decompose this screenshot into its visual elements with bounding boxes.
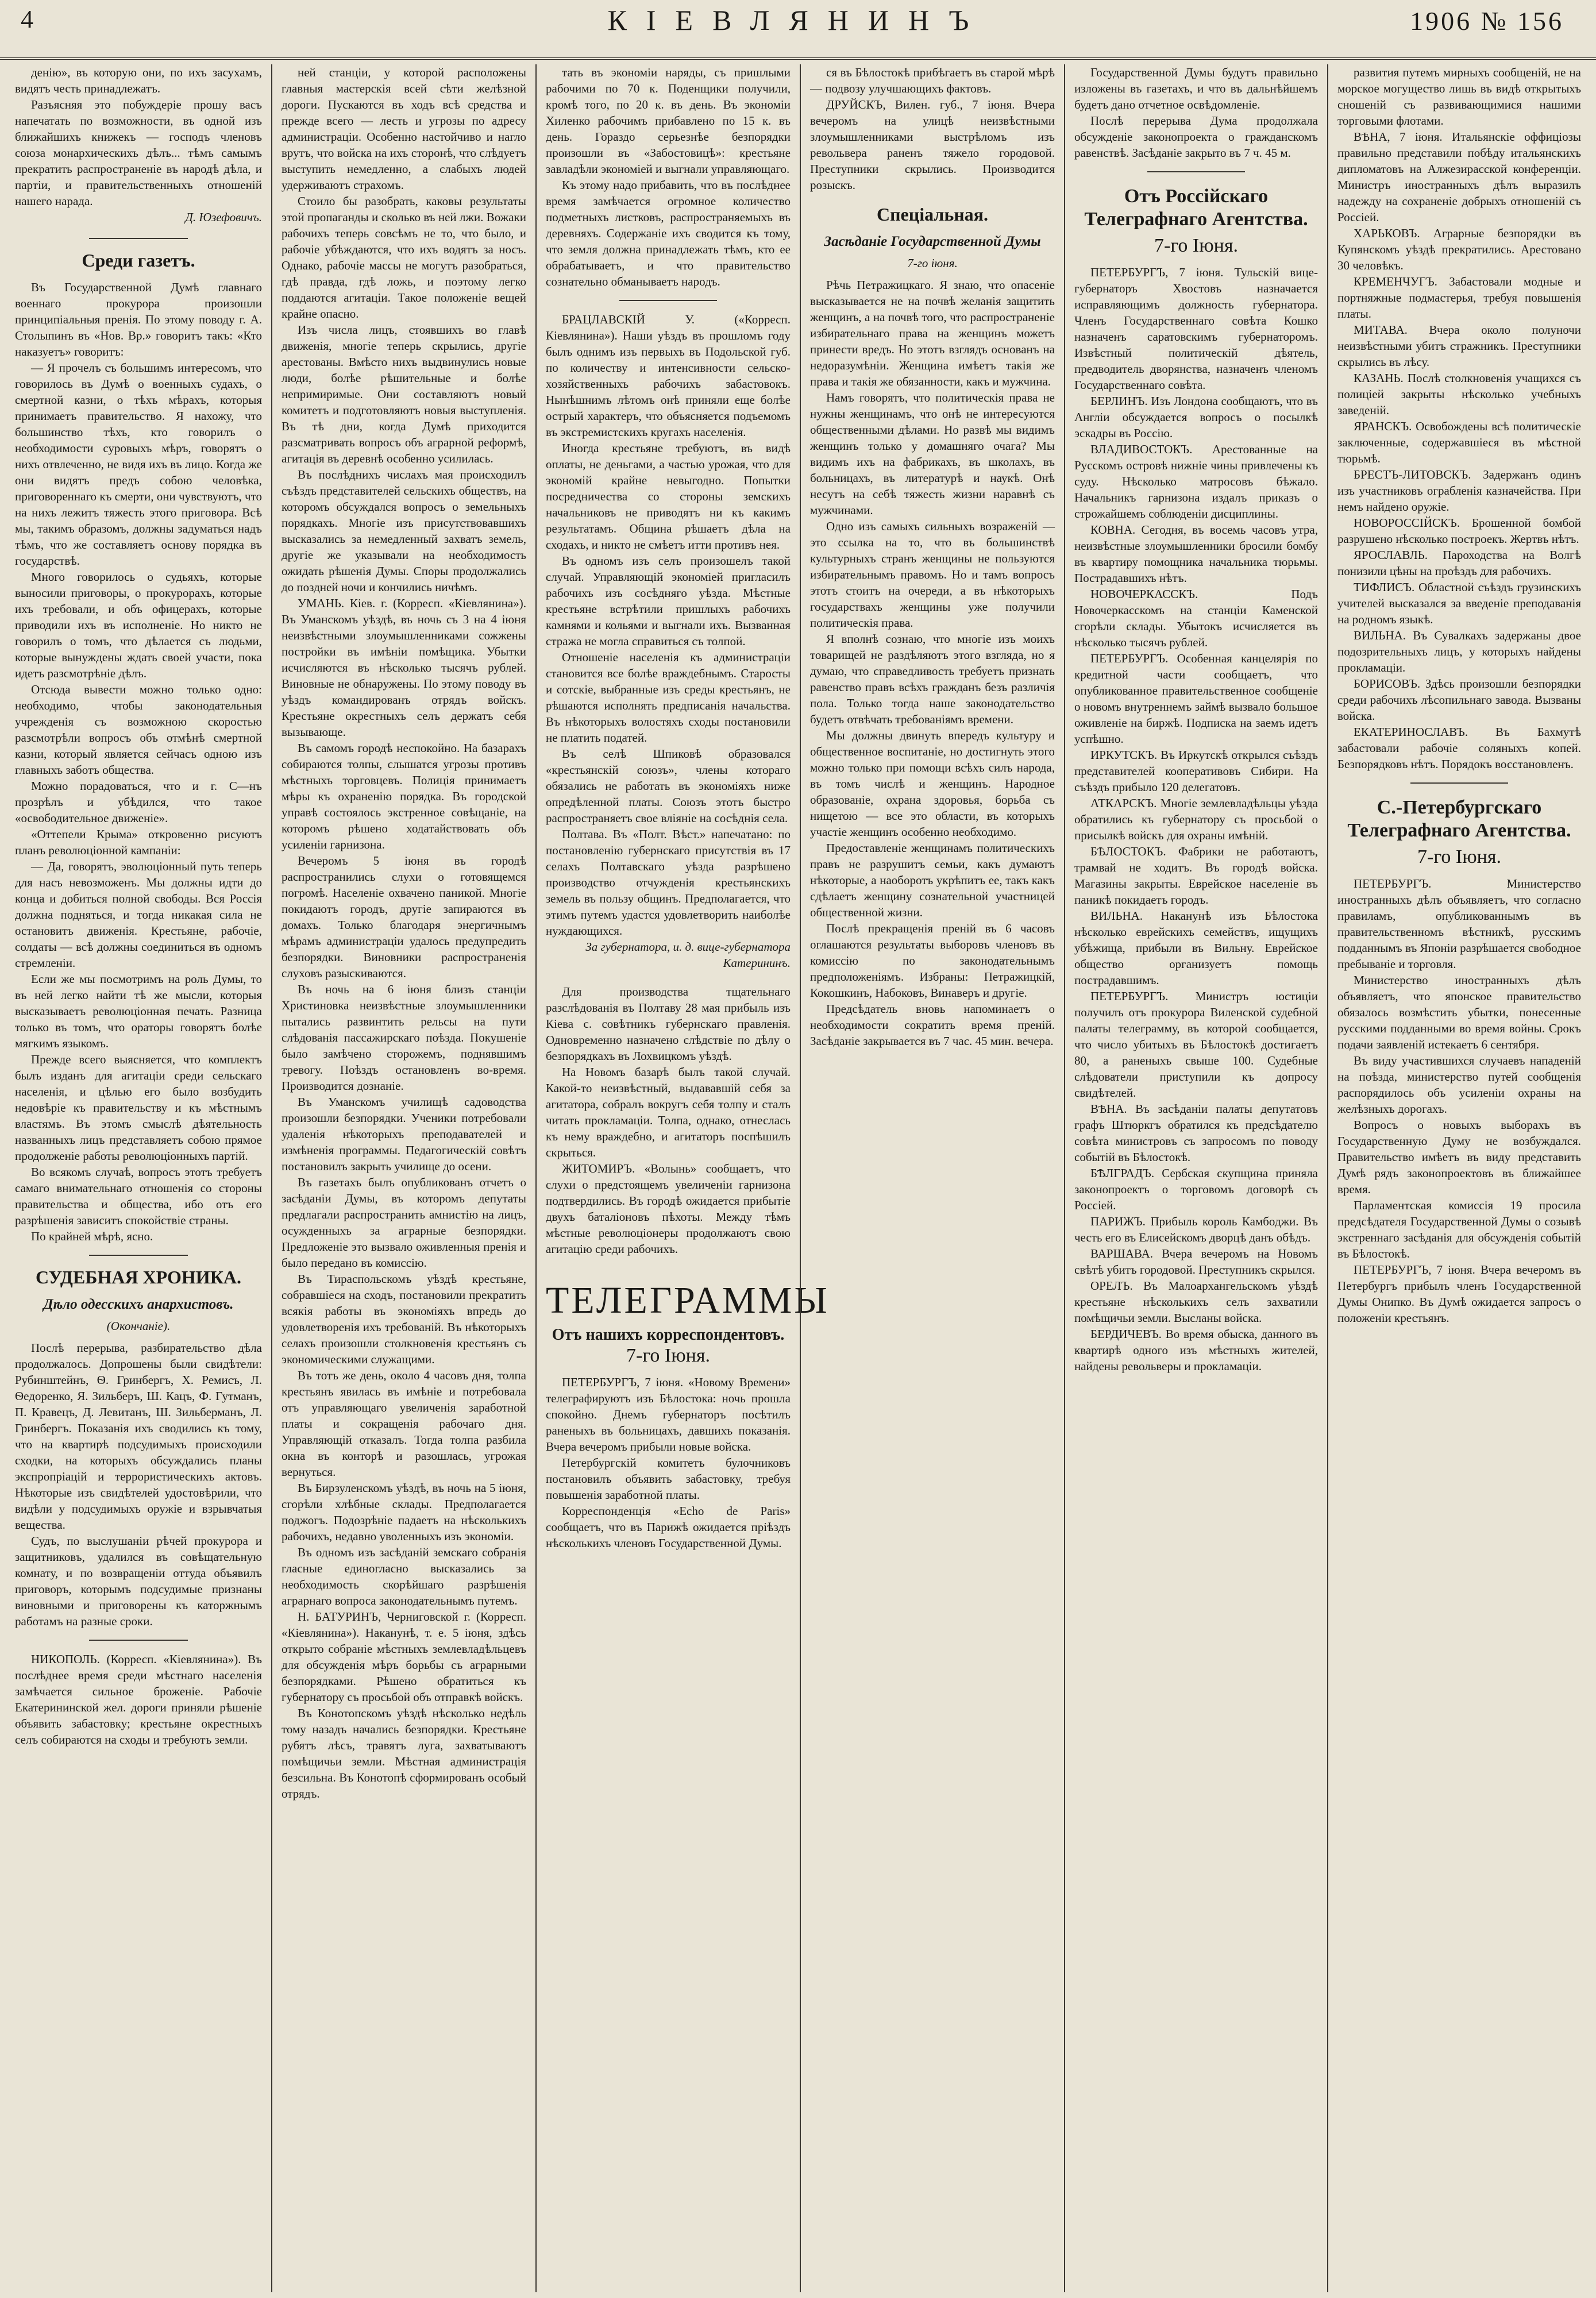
article-paragraph: Н. БАТУРИНЪ, Черниговской г. (Корресп. «Кіевлянина»). Наканунѣ, т. е. 5 іюня, здѣсь открыто собраніе мѣстныхъ землевладѣльцевъ для обсужденія мѣръ борьбы съ аграрными безпорядками. Рѣшено обратиться къ губернатору съ просьбой объ отправкѣ войскъ. [282,1610,526,1704]
section-subheading: Засѣданіе Государственной Думы [824,234,1041,249]
article-paragraph: По крайней мѣрѣ, ясно. [31,1229,153,1243]
article-paragraph: Въ послѣднихъ числахъ мая происходилъ съѣздъ представителей сельскихъ обществъ, на которомъ обсуждался вопросъ о земельныхъ порядкахъ. Многіе изъ присутствовавшихъ высказались за немедленный захватъ земель, другіе же указывали на необходимость ожидать рѣшенія Думы. Споры продолжались до поздней ночи и кончились ничѣмъ. [282,468,526,594]
article-paragraph: Предсѣдатель вновь напоминаетъ о необходимости сократить время преній. Засѣданіе закрывается въ 7 час. 45 мин. вечера. [810,1002,1055,1048]
article-paragraph: Въ Бирзуленскомъ уѣздѣ, въ ночь на 5 іюня, сгорѣли хлѣбные склады. Предполагается поджогъ. Подозрѣніе падаетъ на нѣсколькихъ рабочихъ, недавно уволенныхъ изъ экономіи. [282,1481,526,1543]
article-paragraph: Въ одномъ изъ селъ произошелъ такой случай. Управляющій экономіей пригласилъ рабочихъ изъ сосѣдняго уѣзда. Мѣстные крестьяне встрѣтили пришлыхъ рабочихъ камнями и кольями и выгнали ихъ. Вызванная стража не могла справиться съ толпой. [546,554,791,648]
article-paragraph: ВѢНА. Въ засѣданіи палаты депутатовъ графъ Штюркгъ обратился къ предсѣдателю совѣта министровъ съ запросомъ по поводу событій въ Бѣлостокѣ. [1074,1102,1318,1164]
article-paragraph: Судъ, по выслушаніи рѣчей прокурора и защитниковъ, удалился въ совѣщательную комнату, и по возвращеніи оттуда объявилъ приговоръ, которымъ подсудимые признаны виновными и приговорены къ каторжнымъ работамъ на разные сроки. [15,1534,262,1628]
article-paragraph: ВИЛЬНА. Наканунѣ изъ Бѣлостока нѣсколько еврейскихъ семействъ, ищущихъ убѣжища, прибыли въ Вильну. Еврейское общество организуетъ помощь пострадавшимъ. [1074,909,1318,987]
column-4 [800,64,1064,2292]
article-paragraph: НИКОПОЛЬ. (Корресп. «Кіевлянина»). Въ послѣднее время среди мѣстнаго населенія замѣчается сильное броженіе. Рабочіе Екатерининской жел. дороги приняли рѣшеніе объявить забастовку; крестьяне окрестныхъ селъ собираются на сходы и требуютъ земли. [15,1652,262,1746]
section-date: 7-го іюня. [907,256,958,270]
article-paragraph: НОВОРОССІЙСКЪ. Брошенной бомбой разрушено нѣсколько построекъ. Жертвъ нѣтъ. [1337,516,1581,546]
article-paragraph: Для производства тщательнаго разслѣдованія въ Полтаву 28 мая прибыль изъ Кіева с. совѣтникъ губернскаго правленія. Одновременно назначено слѣдствіе по дѣлу о безпорядкахъ въ Лохвицкомъ уѣздѣ. [546,985,791,1063]
article-paragraph: Вопросъ о новыхъ выборахъ въ Государственную Думу не возбуждался. Правительство имѣетъ въ виду представить Думѣ рядъ законопроектовъ въ ближайшее время. [1337,1118,1581,1196]
article-paragraph: ПЕТЕРБУРГЪ. Особенная канцелярія по кредитной части сообщаетъ, что опубликованное правительственное сообщеніе о новомъ внутреннемъ займѣ вызвало большое оживленіе на биржѣ. Подписка на заемъ идетъ успѣшно. [1074,651,1318,746]
article-paragraph: — Да, говорятъ, эволюціонный путь теперь для насъ невозможенъ. Мы должны идти до конца и добиться полной свободы. Вся Россія должна подняться, и тогда никакая сила не остановитъ движенія. Крестьяне, рабочіе, солдаты — всѣ должны соединиться въ одномъ стремленіи. [15,859,262,970]
article-paragraph: ВЛАДИВОСТОКЪ. Арестованные на Русскомъ островѣ нижніе чины привлечены къ суду. Нѣсколько матросовъ бѣжало. Начальникъ гарнизона издалъ приказъ о строжайшемъ соблюденіи дисциплины. [1074,442,1318,520]
article-paragraph: БРЕСТЪ-ЛИТОВСКЪ. Задержанъ одинъ изъ участниковъ ограбленія казначейства. При немъ найдено оружіе. [1337,468,1581,514]
section-subheading: Дѣло одесскихъ анархистовъ. [43,1297,234,1312]
article-paragraph: ЯРОСЛАВЛЬ. Пароходства на Волгѣ понизили цѣны на проѣздъ для рабочихъ. [1337,548,1581,578]
column-3 [535,64,830,2292]
article-paragraph: Въ виду участившихся случаевъ нападеній на поѣзда, министерство путей сообщенія распорядилось объ усиленіи охраны на желѣзныхъ дорогахъ. [1337,1054,1581,1116]
article-paragraph: Отсюда вывести можно только одно: необходимо, чтобы законодательныя учрежденія съ возможною скоростью разсмотрѣли вопросъ объ отмѣнѣ смертной казни, который является сейчасъ одною изъ главныхъ заботъ общества. [15,683,262,777]
article-paragraph: развития путемъ мирныхъ сообщеній, не на морское могущество лишь въ видѣ открытыхъ сношеній съ развивающимися нашими торговыми флотами. [1337,65,1581,128]
article-paragraph: Въ Уманскомъ училищѣ садоводства произошли безпорядки. Ученики потребовали удаленія нѣкоторыхъ преподавателей и измѣненія программы. Педагогическій совѣтъ постановилъ закрыть училище до осени. [282,1095,526,1173]
article-paragraph: ЕКАТЕРИНОСЛАВЪ. Въ Бахмутѣ забастовали рабочіе соляныхъ копей. Безпорядковъ нѣтъ. Порядокъ восстановленъ. [1337,725,1581,771]
newspaper-title: КІЕВЛЯНИНЪ [607,4,989,36]
article-paragraph: Прежде всего выясняется, что комплектъ былъ изданъ для агитаціи среди сельскаго населенія, и цѣлью его было возбудить недовѣріе къ правительству и къ мѣстнымъ властямъ. Въ этомъ смыслѣ дѣятельность названныхъ лицъ представляетъ собою прямое продолженіе работы революціонныхъ партій. [15,1052,262,1163]
article-paragraph: БЕРДИЧЕВЪ. Во время обыска, данного въ квартирѣ одного изъ мѣстныхъ жителей, найдены револьверы и прокламаціи. [1074,1327,1318,1373]
article-paragraph: МИТАВА. Вчера около полуночи неизвѣстными убитъ стражникъ. Преступники скрылись въ лѣсу. [1337,323,1581,369]
text-columns [6,64,1590,2292]
article-paragraph: Мы должны двинуть впередъ культуру и общественное воспитаніе, но достигнуть этого можно только при помощи всѣхъ силъ народа, въ томъ числѣ и женщинъ. Народное образованіе, охрана здоровья, борьба съ нищетою — все это области, въ которыхъ участіе женщинъ особенно необходимо. [810,728,1055,839]
agency-heading: С.-Петербургскаго Телеграфнаго Агентства. [1347,797,1571,841]
article-paragraph: БЕРЛИНЪ. Изъ Лондона сообщаютъ, что въ Англіи обсуждается вопросъ о посылкѣ эскадры въ Россію. [1074,394,1318,440]
article-paragraph: АТКАРСКЪ. Многіе землевладѣльцы уѣзда обратились къ губернатору съ просьбой о присылкѣ войскъ для охраны имѣній. [1074,796,1318,842]
article-paragraph: ВѢНА, 7 іюня. Итальянскіе оффиціозы правильно представили побѣду итальянскихъ дипломатовъ на Алжезирасской конференціи. Министръ иностранныхъ дѣлъ выразилъ надежду на сохраненіе добрыхъ отношеній съ Россіей. [1337,130,1581,224]
article-paragraph: Разъясняя это побуждеріе прошу васъ напечатать по возможности, въ одной изъ ближайшихъ книжекъ — господъ членовъ союза монархическихъ дѣлъ... тѣмъ самымъ прекратить распространеніе въ народѣ дѣла, и партіи, и правительственныхъ отношеній нашего нарада. [15,98,262,208]
article-paragraph: Много говорилось о судьяхъ, которые выносили приговоры, о прокурорахъ, которые ихъ требовали, и объ офицерахъ, которые приводили ихъ въ исполненіе. Но никто не говорилъ о томъ, что дѣлается съ людьми, которые вынуждены ждать своей участи, пока идетъ разсмотрѣніе дѣлъ. [15,570,262,680]
article-signature: Д. Юзефовичъ. [185,210,262,224]
article-paragraph: ИРКУТСКЪ. Въ Иркутскѣ открылся съѣздъ представителей кооперативовъ Сибири. На съѣздъ прибыло 120 делегатовъ. [1074,748,1318,794]
article-paragraph: ПЕТЕРБУРГЪ, 7 іюня. Тульскій вице-губернаторъ Хвостовъ назначается исправляющимъ должность губернатора. Членъ Государственнаго совѣта Кошко назначенъ саратовскимъ губернаторомъ. Извѣстный политическій дѣятель, предводитель дворянства, назначенъ членомъ Государственнаго совѣта. [1074,265,1318,392]
issue-number: 1906 № 156 [1410,6,1564,36]
article-paragraph: ЯРАНСКЪ. Освобождены всѣ политическіе заключенные, содержавшіеся въ мѣстной тюрьмѣ. [1337,419,1581,465]
article-paragraph: Петербургскій комитетъ булочниковъ постановилъ объявить забастовку, требуя повышенія заработной платы. [546,1456,791,1502]
article-paragraph: ХАРЬКОВЪ. Аграрные безпорядки въ Купянскомъ уѣздѣ прекратились. Арестовано 30 человѣкъ. [1337,226,1581,272]
article-paragraph: Въ тотъ же день, около 4 часовъ дня, толпа крестьянъ явилась въ имѣніе и потребовала отъ управляющаго увеличенія заработной платы и сокращенія рабочаго дня. Управляющій отказалъ. Тогда толпа разбила окна въ конторѣ и разошлась, угрожая вернуться. [282,1368,526,1479]
article-paragraph: ПЕТЕРБУРГЪ. Министерство иностранныхъ дѣлъ объявляетъ, что согласно правиламъ, опубликованнымъ въ правительственномъ вѣстникѣ, русскимъ подданнымъ въ Японіи разрѣшается свободное пребываніе и торговля. [1337,877,1581,971]
article-paragraph: ОРЕЛЪ. Въ Малоархангельскомъ уѣздѣ крестьяне нѣсколькихъ селъ захватили помѣщичьи земли. Высланы войска. [1074,1279,1318,1325]
article-paragraph: Послѣ перерыва, разбирательство дѣла продолжалось. Допрошены были свидѣтели: Рубинштейнъ, Ѳ. Гринбергъ, Х. Ремисъ, Л. Ѳедоренко, Я. Зильберъ, Ш. Кацъ, Ф. Гутманъ, П. Кравецъ, Д. Левитанъ, Ш. Зильберманъ, Л. Гринбергъ. Показанія ихъ сводились къ тому, что на квартирѣ подсудимыхъ происходили сходки, на которыхъ обсуждались планы экспропріацій и террористическихъ актовъ. Нѣкоторые изъ свидѣтелей удостовѣрили, что видѣли у подсудимыхъ оружіе и взрывчатыя вещества. [15,1341,262,1532]
article-paragraph: БОРИСОВЪ. Здѣсь произошли безпорядки среди рабочихъ лѣсопильнаго завода. Вызваны войска. [1337,677,1581,723]
article-paragraph: БѢЛГРАДЪ. Сербская скупщина приняла законопроектъ о торговомъ договорѣ съ Россіей. [1074,1166,1318,1212]
article-paragraph: ней станціи, у которой расположены главныя мастерскія всей сѣти желѣзной дороги. Пускаются въ ходъ всѣ средства и прежде всего — лесть и угрозы по адресу администраціи. Особенно настойчиво и нагло врутъ, что войска на ихъ сторонѣ, что слѣдуетъ выступить немедленно, а слабыхъ людей удерживаютъ страхомъ. [282,65,526,192]
article-paragraph: Въ одномъ изъ засѣданій земскаго собранія гласные единогласно высказались за необходимость скорѣйшаго разрѣшенія аграрнаго вопроса законодательнымъ путемъ. [282,1545,526,1607]
section-note: (Окончаніе). [106,1319,171,1333]
article-paragraph: Если же мы посмотримъ на роль Думы, то въ ней легко найти тѣ же мысли, которыя высказываетъ революціонная печать. Разница только въ томъ, что ораторы говорятъ болѣе мягкимъ языкомъ. [15,972,262,1050]
article-paragraph: Рѣчь Петражицкаго. Я знаю, что опасеніе высказывается не на почвѣ желанія защитить женщинъ, а на почвѣ того, что распространеніе избирательнаго права на женщинъ можетъ принести вредъ. Но этотъ взглядъ основанъ на недоразумѣніи. Женщина имѣетъ такія же права и такія же обязанности, какъ и мужчина. [810,278,1055,388]
article-paragraph: ДРУЙСКЪ, Вилен. губ., 7 іюня. Вчера вечеромъ на улицѣ неизвѣстными злоумышленниками выстрѣломъ изъ револьвера раненъ тяжело городовой. Преступники скрылись. Производится розыскъ. [810,98,1055,192]
article-paragraph: Послѣ перерыва Дума продолжала обсужденіе законопроекта о гражданскомъ равенствѣ. Засѣданіе закрыто въ 7 ч. 45 м. [1074,114,1318,160]
column-5 [1064,64,1327,2292]
article-paragraph: Отношеніе населенія къ администраціи становится все болѣе враждебнымъ. Старосты и сотскіе, выбранные изъ среды крестьянъ, не рѣшаются исполнять предписанія начальства. Въ нѣкоторыхъ волостяхъ сходы постановили не платить податей. [546,650,791,745]
article-paragraph: Я вполнѣ сознаю, что многіе изъ моихъ товарищей не раздѣляютъ этого взгляда, но я думаю, что справедливость требуетъ признать равенство правъ всѣхъ гражданъ безъ различія пола. Только тогда наше законодательство будетъ отвѣчать требованіямъ времени. [810,632,1055,726]
article-paragraph: Полтава. Въ «Полт. Вѣст.» напечатано: по постановленію губернскаго присутствія въ 17 селахъ Полтавскаго уѣзда разрѣшено производство отчужденія крестьянскихъ земель въ пользу общинъ. Предполагается, что этимъ путемъ удастся удовлетворить наиболѣе нуждающихся. [546,827,791,938]
article-paragraph: Въ ночь на 6 іюня близъ станціи Христиновка неизвѣстные злоумышленники пытались развинтить рельсы на пути слѣдованія пассажирскаго поѣзда. Покушеніе было замѣчено сторожемъ, поднявшимъ тревогу. Поѣздъ остановленъ во-время. Производится дознаніе. [282,982,526,1093]
telegrams-date: 7-го Іюня. [626,1345,710,1366]
article-paragraph: КАЗАНЬ. Послѣ столкновенія учащихся съ полиціей закрыты нѣсколько учебныхъ заведеній. [1337,371,1581,417]
article-paragraph: УМАНЬ. Кіев. г. (Корресп. «Кіевлянина»). Въ Уманскомъ уѣздѣ, въ ночь съ 3 на 4 іюня неизвѣстными злоумышленниками сожжены постройки въ имѣніи помѣщика. Убытки исчисляются въ нѣсколько тысячъ рублей. Виновные не обнаружены. По этому поводу въ уѣздъ командированъ отрядъ войскъ. Крестьяне окрестныхъ селъ держатъ себя вызывающе. [282,596,526,739]
divider [1147,171,1245,172]
column-6 [1327,64,1590,2292]
article-paragraph: ЖИТОМИРЪ. «Волынь» сообщаетъ, что слухи о предстоящемъ увеличеніи гарнизона подтвердились. Въ городѣ ожидается прибытіе двухъ баталіоновъ пѣхоты. Между тѣмъ мѣстные революціонеры продолжаютъ свою агитацію среди рабочихъ. [546,1162,791,1256]
article-paragraph: Корреспонденція «Echo de Paris» сообщаетъ, что въ Парижѣ ожидается пріѣздъ нѣсколькихъ членовъ Государственной Думы. [546,1504,791,1550]
article-paragraph: Въ газетахъ былъ опубликованъ отчетъ о засѣданіи Думы, въ которомъ депутаты предлагали распространить амнистію на лицъ, осужденныхъ за аграрные безпорядки. Предложеніе это вызвало оживленныя пренія и было передано въ комиссію. [282,1175,526,1270]
article-paragraph: Министерство иностранныхъ дѣлъ объявляетъ, что японское правительство обязалось возмѣстить убытки, понесенные русскими подданными во время войны. Срокъ подачи заявленій истекаетъ 6 сентября. [1337,973,1581,1051]
article-paragraph: Въ Тираспольскомъ уѣздѣ крестьяне, собравшіеся на сходъ, постановили прекратить всякія работы въ экономіяхъ впредь до удовлетворенія ихъ требованій. Въ нѣкоторыхъ селахъ произошли столкновенія крестьянъ съ экономическими служащими. [282,1272,526,1366]
article-paragraph: Стоило бы разобрать, каковы результаты этой пропаганды и сколько въ ней лжи. Вожаки рабочихъ теперь совсѣмъ не то, что было, и рабочіе убѣждаются, что ихъ водятъ за носъ. Однако, рабочіе массы не могутъ разобраться, гдѣ правда, гдѣ ложь, и поэтому легко поддаются агитаціи. Такое положеніе вещей крайне опасно. [282,194,526,321]
divider [89,1255,188,1256]
article-paragraph: ПЕТЕРБУРГЪ, 7 іюня. «Новому Времени» телеграфируютъ изъ Бѣлостока: ночь прошла спокойно. Днемъ губернаторъ посѣтилъ раненыхъ въ больницахъ, давшихъ показанія. Вчера вечеромъ прибыли новые войска. [546,1375,791,1453]
article-paragraph: Послѣ прекращенія преній въ 6 часовъ оглашаются результаты выборовъ членовъ въ комиссію по законодательнымъ предположеніямъ. Избраны: Петражицкій, Кокошкинъ, Набоковъ, Винаверъ и другіе. [810,921,1055,1000]
article-paragraph: Во всякомъ случаѣ, вопросъ этотъ требуетъ самаго внимательнаго отношенія со стороны правительства и общества, ибо отъ его разрѣшенія зависитъ спокойствіе страны. [15,1165,262,1227]
article-paragraph: ВИЛЬНА. Въ Сувалкахъ задержаны двое подозрительныхъ лицъ, у которыхъ найдены прокламаціи. [1337,629,1581,674]
section-heading: СУДЕБНАЯ ХРОНИКА. [35,1267,241,1287]
article-paragraph: тать въ экономіи наряды, съ пришлыми рабочими по 70 к. Поденщики получили, кромѣ того, по 20 к. въ день. Въ экономіи Хиленко рабочимъ прибавлено по 15 к. въ день. Гораздо серьезнѣе безпорядки произошли въ «Забостовицѣ»: крестьяне завладѣли экономіей и выгнали управляющаго. [546,65,791,176]
telegrams-heading: ТЕЛЕГРАММЫ [546,1279,830,1321]
divider [89,1640,188,1641]
article-paragraph: Въ самомъ городѣ неспокойно. На базарахъ собираются толпы, слышатся угрозы противъ мѣстныхъ торговцевъ. Полиція принимаетъ мѣры къ охраненію порядка. Въ городской управѣ состоялось экстренное совѣщаніе, на которомъ рѣшено ходатайствовать объ усиленіи гарнизона. [282,741,526,851]
article-paragraph: Намъ говорятъ, что политическія права не нужны женщинамъ, что онѣ не интересуются общественными дѣлами. Но развѣ мы видимъ женщинъ только у домашняго очага? Мы видимъ ихъ на фабрикахъ, въ школахъ, въ больницахъ, въ литературѣ и наукѣ. Онѣ несутъ на себѣ тяжесть жизни наравнѣ съ мужчинами. [810,391,1055,517]
article-paragraph: Можно порадоваться, что и г. С—нъ прозрѣлъ и убѣдился, что такое «освободительное движеніе». [15,779,262,825]
page-number: 4 [21,5,33,33]
article-paragraph: Изъ числа лицъ, стоявшихъ во главѣ движенія, многіе теперь скрылись, другіе арестованы. Вмѣсто нихъ выдвинулись новые люди, болѣе рѣшительные и болѣе непримиримые. Они составляютъ новый комитетъ и подготовляютъ новыя выступленія. Въ тѣ дни, когда Думѣ приходится разсматривать вопросъ объ аграрной реформѣ, агитація въ деревнѣ особенно усилилась. [282,323,526,465]
article-paragraph: ТИФЛИСЪ. Областной съѣздъ грузинскихъ учителей высказался за введеніе преподаванія на родномъ языкѣ. [1337,580,1581,626]
article-paragraph: На Новомъ базарѣ былъ такой случай. Какой-то неизвѣстный, выдававшій себя за агитатора, собралъ вокругъ себя толпу и сталъ читать прокламаціи. Толпа, однако, отнеслась къ нему враждебно, и агитаторъ поспѣшилъ скрыться. [546,1065,791,1159]
article-paragraph: ПЕТЕРБУРГЪ. Министръ юстиціи получилъ отъ прокурора Виленской судебной палаты телеграмму, въ которой сообщается, что число убитыхъ въ Бѣлостокѣ достигаетъ 80, а раненыхъ свыше 100. Судебные слѣдователи приступили къ допросу свидѣтелей. [1074,989,1318,1100]
article-paragraph: Предоставленіе женщинамъ политическихъ правъ не разрушитъ семьи, какъ думаютъ нѣкоторые, а наоборотъ укрѣпитъ ее, такъ какъ сдѣлаетъ женщину сознательной участницей общественной жизни. [810,841,1055,919]
article-paragraph: Вечеромъ 5 іюня въ городѣ распространились слухи о готовящемся погромѣ. Населеніе охвачено паникой. Многіе покидаютъ городъ, другіе запираются въ домахъ. Только благодаря энергичнымъ мѣрамъ администраціи удалось предупредить безпорядки. Виновники распространенія слуховъ разыскиваются. [282,854,526,980]
section-heading: Спеціальная. [877,204,988,225]
section-heading: Среди газетъ. [82,250,195,271]
article-paragraph: Иногда крестьяне требуютъ, въ видѣ оплаты, не деньгами, а частью урожая, что для экономій крайне невыгодно. Попытки посредничества со стороны земскихъ начальниковъ не приводятъ ни къ какимъ результатамъ. Община рѣшаетъ дѣла на сходахъ, и никто не смѣетъ итти противъ нея. [546,441,791,552]
article-paragraph: «Оттепели Крыма» откровенно рисуютъ планъ революціонной кампаніи: [15,827,262,857]
article-paragraph: — Я прочелъ съ большимъ интересомъ, что говорилось въ Думѣ о военныхъ судахъ, о смертной казни, о тѣхъ мѣрахъ, которыя принимаетъ правительство. Я нахожу, что большинство тѣхъ, кто говорилъ о необходимости суровыхъ мѣръ, говорятъ о нихъ отвлеченно, не видя ихъ въ лицо. Когда же они видятъ предъ собою человѣка, приговореннаго къ смерти, они чувствуютъ, что на нихъ лежитъ тяжесть этого приговора. Всѣ мы, такимъ образомъ, должны задуматься надъ тѣмъ, что же составляетъ основу порядка въ государствѣ. [15,361,262,568]
agency-date: 7-го Іюня. [1154,235,1238,256]
article-paragraph: КОВНА. Сегодня, въ восемь часовъ утра, неизвѣстные злоумышленники бросили бомбу въ квартиру помощника начальника тюрьмы. Пострадавшихъ нѣтъ. [1074,523,1318,585]
divider [619,300,717,301]
masthead [0,0,1596,60]
article-paragraph: Въ Государственной Думѣ главнаго военнаго прокурора произошли принципіальныя пренія. По этому поводу г. А. Столыпинъ въ «Нов. Вр.» говоритъ такъ: «Кто наказуетъ» говоритъ: [15,280,262,358]
telegrams-subheading: Отъ нашихъ корреспондентовъ. [552,1326,785,1344]
article-paragraph: Къ этому надо прибавить, что въ послѣднее время замѣчается огромное количество подметныхъ листковъ, распространяемыхъ въ деревняхъ. Содержаніе ихъ сводится къ тому, что земля должна принадлежать тѣмъ, кто ее обрабатываетъ, и что правительство сознательно обманываетъ народъ. [546,178,791,288]
article-paragraph: ПАРИЖЪ. Прибыль король Камбоджи. Въ честь его въ Елисейскомъ дворцѣ данъ обѣдъ. [1074,1214,1318,1244]
divider [89,238,188,239]
column-1 [6,64,271,2292]
article-paragraph: НОВОЧЕРКАССКЪ. Подъ Новочеркасскомъ на станціи Каменской сгорѣли склады. Убытокъ исчисляется въ нѣсколько тысячъ рублей. [1074,587,1318,649]
agency-date: 7-го Іюня. [1417,846,1501,867]
column-2 [271,64,535,2292]
article-paragraph: Государственной Думы будутъ правильно изложены въ газетахъ, и что въ дальнѣйшемъ будетъ дано отчетное освѣдомленіе. [1074,65,1318,111]
article-paragraph: Парламентская комиссія 19 просила предсѣдателя Государственной Думы о созывѣ экстреннаго засѣданія для обсужденія событій въ Бѣлостокѣ. [1337,1198,1581,1260]
article-paragraph: Въ Конотопскомъ уѣздѣ нѣсколько недѣль тому назадъ начались безпорядки. Крестьяне рубятъ лѣсъ, травятъ луга, захватываютъ помѣщичьи земли. Мѣстная администрація безсильна. Въ Конотопѣ сформированъ особый отрядъ. [282,1706,526,1800]
agency-heading: Отъ Россійскаго Телеграфнаго Агентства. [1084,186,1308,230]
article-paragraph: ПЕТЕРБУРГЪ, 7 іюня. Вчера вечеромъ въ Петербургъ прибылъ членъ Государственной Думы Онипко. Въ Думѣ ожидается запросъ о положеніи крестьянъ. [1337,1263,1581,1325]
article-paragraph: денію», въ которую они, по ихъ засухамъ, видятъ честь принадлежатъ. [15,65,262,95]
article-paragraph: ся въ Бѣлостокѣ прибѣгаетъ въ старой мѣрѣ — подвозу улучшающихъ фактовъ. [810,65,1055,95]
divider [1410,782,1508,784]
article-paragraph: БѢЛОСТОКЪ. Фабрики не работаютъ, трамвай не ходитъ. Въ городѣ войска. Магазины закрыты. Еврейское населеніе въ паникѣ покидаетъ городъ. [1074,845,1318,907]
article-paragraph: БРАЦЛАВСКІЙ У. («Корресп. Кіевлянина»). Наши уѣздъ въ прошломъ году былъ однимъ изъ первыхъ въ Подольской губ. по количеству и интенсивности сельско-хозяйственныхъ рабочихъ забастовокъ. Нынѣшнимъ лѣтомъ онѣ приняли еще болѣе острый характеръ, что объясняется подъемомъ въ экстремистскихъ кругахъ населенія. [546,313,791,439]
article-signature: За губернатора, и. д. вице-губернатора Катерининъ. [585,940,791,970]
article-paragraph: ВАРШАВА. Вчера вечеромъ на Новомъ свѣтѣ убитъ городовой. Преступникъ скрылся. [1074,1247,1318,1277]
article-paragraph: Въ селѣ Шпиковѣ образовался «крестьянскій союзъ», члены котораго обязались не работать въ экономіяхъ ниже опредѣленной платы. Союзъ этотъ быстро распространяетъ свое вліяніе на сосѣднія села. [546,747,791,825]
article-paragraph: КРЕМЕНЧУГЪ. Забастовали модные и портняжные подмастерья, требуя повышенія платы. [1337,275,1581,321]
article-paragraph: Одно изъ самыхъ сильныхъ возраженій — это ссылка на то, что въ большинствѣ культурныхъ странъ женщины не пользуются избирательнымъ правомъ. Но и тамъ вопросъ этотъ стоитъ на очереди, а въ нѣкоторыхъ государствахъ женщины уже получили политическія права. [810,519,1055,630]
